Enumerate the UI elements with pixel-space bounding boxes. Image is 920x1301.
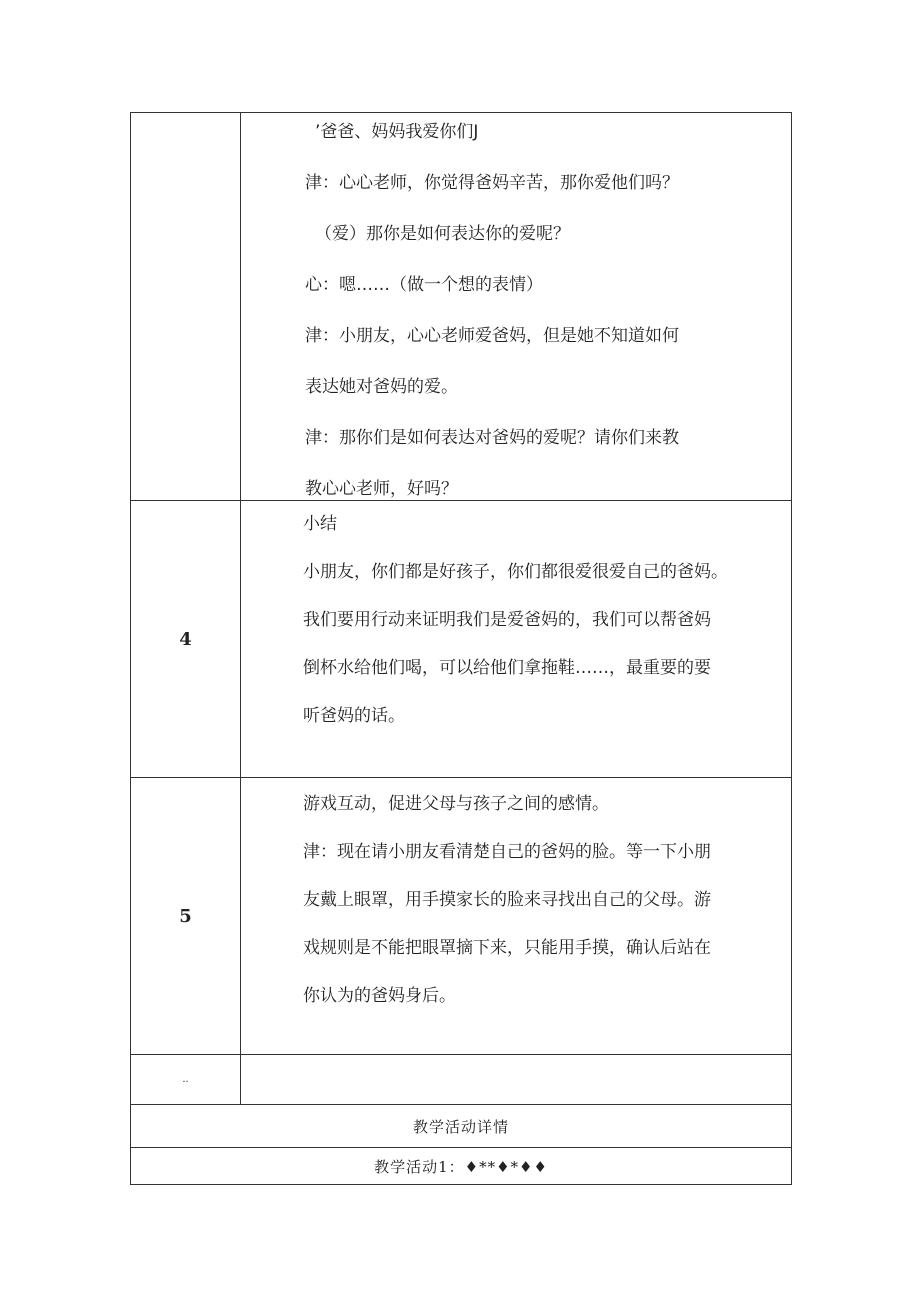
content-line: 心：嗯……（做一个想的表情） [305,275,543,295]
content-line: 津：那你们是如何表达对爸妈的爱呢？请你们来教 [305,428,679,448]
activity-label: 教学活动1：♦**♦*♦♦ [131,1148,791,1185]
content-line: （爱）那你是如何表达你的爱呢？ [315,224,570,244]
content-line: 表达她对爸妈的爱。 [305,377,458,397]
content-line: 津：现在请小朋友看清楚自己的爸妈的脸。等一下小朋 [303,842,711,862]
content-line: 津：小朋友，心心老师爱爸妈，但是她不知道如何 [305,326,679,346]
content-line: ’爸爸、妈妈我爱你们J [315,122,479,142]
step-number: 4 [131,501,241,777]
content-line: 你认为的爸妈身后。 [303,986,456,1006]
content-line: 友戴上眼罩，用手摸家长的脸来寻找出自己的父母。游 [303,890,711,910]
details-header: 教学活动详情 [131,1105,791,1148]
content-line: 听爸妈的话。 [303,706,405,726]
table-row [131,1055,791,1105]
step-content [241,1055,791,1104]
content-line: 津：心心老师，你觉得爸妈辛苦，那你爱他们吗？ [305,173,679,193]
step-content [241,113,791,500]
step-number: .. [131,1055,241,1104]
content-line: 游戏互动，促进父母与孩子之间的感情。 [303,794,609,814]
step-number [131,113,241,500]
table-row [131,501,791,778]
table-row [131,113,791,501]
content-line: 小朋友，你们都是好孩子，你们都很爱很爱自己的爸妈。 [303,562,728,582]
content-line: 倒杯水给他们喝，可以给他们拿拖鞋……，最重要的要 [303,658,711,678]
content-line: 教心心老师，好吗？ [305,479,458,499]
step-number: 5 [131,778,241,1054]
table-row [131,778,791,1055]
content-line: 我们要用行动来证明我们是爱爸妈的，我们可以帮爸妈 [303,610,711,630]
step-content [241,778,791,1054]
lesson-plan-table [130,112,792,1185]
content-line: 小结 [303,514,337,534]
step-content [241,501,791,777]
content-line: 戏规则是不能把眼罩摘下来，只能用手摸，确认后站在 [303,938,711,958]
